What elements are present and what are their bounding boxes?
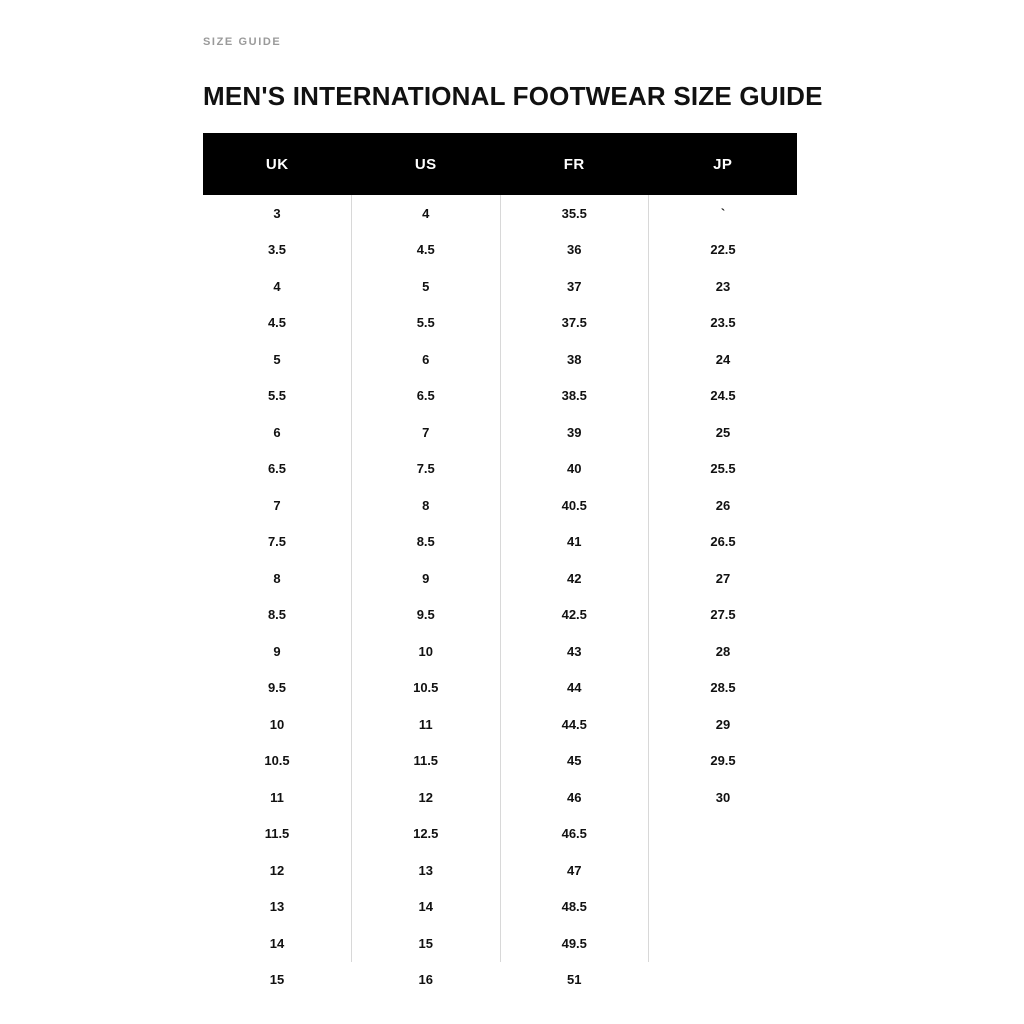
cell-fr: 41 [500, 524, 649, 561]
table-row [203, 378, 797, 415]
cell-fr: 43 [500, 633, 649, 670]
cell-fr: 35.5 [500, 195, 649, 232]
cell-uk: 8 [203, 560, 352, 597]
column-header-fr: FR [500, 133, 649, 195]
size-conversion-table [203, 133, 797, 998]
cell-fr: 37 [500, 268, 649, 305]
cell-jp: 23.5 [710, 315, 736, 331]
table-header-row [203, 133, 797, 195]
cell-uk: 7.5 [203, 524, 352, 561]
cell-us: 11.5 [352, 743, 501, 780]
cell-jp: 30 [715, 789, 731, 805]
cell-us: 9.5 [352, 597, 501, 634]
cell-fr: 40 [500, 451, 649, 488]
cell-jp: 26 [715, 497, 731, 513]
cell-fr: 48.5 [500, 889, 649, 926]
cell-us: 7 [352, 414, 501, 451]
cell-us: 10 [352, 633, 501, 670]
cell-jp: 29.5 [710, 753, 736, 769]
cell-uk: 15 [269, 972, 285, 988]
cell-uk: 3 [203, 195, 352, 232]
cell-us: 8 [352, 487, 501, 524]
table-row [203, 852, 797, 889]
cell-us: 14 [352, 889, 501, 926]
cell-fr: 45 [500, 743, 649, 780]
cell-jp: 24.5 [710, 388, 736, 404]
table-row [203, 451, 797, 488]
cell-fr: 40.5 [500, 487, 649, 524]
cell-fr: 42 [500, 560, 649, 597]
cell-uk: 8.5 [203, 597, 352, 634]
cell-uk: 11 [203, 779, 352, 816]
table-row [203, 341, 797, 378]
cell-uk: 13 [203, 889, 352, 926]
cell-uk: 3.5 [203, 232, 352, 269]
cell-us: 16 [418, 972, 433, 988]
cell-jp: 26.5 [710, 534, 736, 550]
cell-uk: 4 [203, 268, 352, 305]
cell-jp [649, 925, 798, 962]
cell-fr: 38.5 [500, 378, 649, 415]
table-row [203, 560, 797, 597]
cell-jp: 29 [715, 716, 731, 732]
cell-fr: 36 [500, 232, 649, 269]
cell-jp [649, 816, 798, 853]
table-row [203, 268, 797, 305]
cell-jp: 25.5 [710, 461, 736, 477]
table-row [203, 414, 797, 451]
table-body [203, 195, 797, 998]
cell-jp: 27 [715, 570, 731, 586]
cell-jp [649, 962, 798, 999]
cell-us: 11 [352, 706, 501, 743]
cell-jp: 28.5 [710, 680, 736, 696]
size-table-container [203, 133, 797, 998]
cell-fr: 47 [500, 852, 649, 889]
table-row [203, 925, 797, 962]
cell-us: 6.5 [352, 378, 501, 415]
table-header [203, 133, 797, 195]
cell-jp: 24 [715, 351, 731, 367]
cell-us: 12 [352, 779, 501, 816]
table-row [203, 889, 797, 926]
cell-us: 15 [352, 925, 501, 962]
cell-us: 12.5 [352, 816, 501, 853]
cell-uk: 5.5 [203, 378, 352, 415]
table-row [203, 633, 797, 670]
cell-fr: 44 [500, 670, 649, 707]
cell-uk: 14 [203, 925, 352, 962]
cell-fr: 49.5 [500, 925, 649, 962]
cell-jp [649, 889, 798, 926]
cell-jp: 25 [715, 424, 731, 440]
cell-fr: 39 [500, 414, 649, 451]
cell-fr: 38 [500, 341, 649, 378]
table-row [203, 706, 797, 743]
table-row [203, 597, 797, 634]
cell-fr: 46.5 [500, 816, 649, 853]
cell-fr: 46 [500, 779, 649, 816]
table-row [203, 816, 797, 853]
table-row [203, 487, 797, 524]
cell-uk: 10 [203, 706, 352, 743]
cell-fr: 42.5 [500, 597, 649, 634]
cell-uk: 11.5 [203, 816, 352, 853]
cell-jp: 27.5 [710, 607, 736, 623]
cell-us: 4.5 [352, 232, 501, 269]
table-row [203, 743, 797, 780]
cell-uk: 6.5 [203, 451, 352, 488]
table-row [203, 670, 797, 707]
table-row [203, 305, 797, 342]
table-row [203, 195, 797, 232]
cell-us: 9 [352, 560, 501, 597]
cell-us: 6 [352, 341, 501, 378]
cell-jp: 28 [715, 643, 731, 659]
table-row [203, 962, 797, 999]
eyebrow-label: SIZE GUIDE [203, 36, 282, 48]
cell-uk: 12 [203, 852, 352, 889]
cell-us: 5 [352, 268, 501, 305]
cell-us: 7.5 [352, 451, 501, 488]
cell-uk: 5 [203, 341, 352, 378]
cell-jp [649, 852, 798, 889]
cell-jp: 23 [715, 278, 731, 294]
cell-jp: 22.5 [710, 242, 736, 258]
page-title: MEN'S INTERNATIONAL FOOTWEAR SIZE GUIDE [203, 81, 823, 112]
cell-us: 4 [352, 195, 501, 232]
cell-jp: ` [720, 205, 726, 221]
column-header-uk: UK [203, 133, 352, 195]
cell-uk: 10.5 [203, 743, 352, 780]
cell-us: 10.5 [352, 670, 501, 707]
column-header-jp: JP [649, 133, 798, 195]
cell-fr: 44.5 [500, 706, 649, 743]
column-header-us: US [352, 133, 501, 195]
cell-us: 8.5 [352, 524, 501, 561]
cell-uk: 7 [203, 487, 352, 524]
cell-us: 13 [352, 852, 501, 889]
cell-fr: 37.5 [500, 305, 649, 342]
cell-fr: 51 [567, 972, 582, 988]
cell-uk: 9.5 [203, 670, 352, 707]
table-row [203, 779, 797, 816]
cell-us: 5.5 [352, 305, 501, 342]
table-row [203, 232, 797, 269]
cell-uk: 9 [203, 633, 352, 670]
table-row [203, 524, 797, 561]
cell-uk: 6 [203, 414, 352, 451]
cell-uk: 4.5 [203, 305, 352, 342]
